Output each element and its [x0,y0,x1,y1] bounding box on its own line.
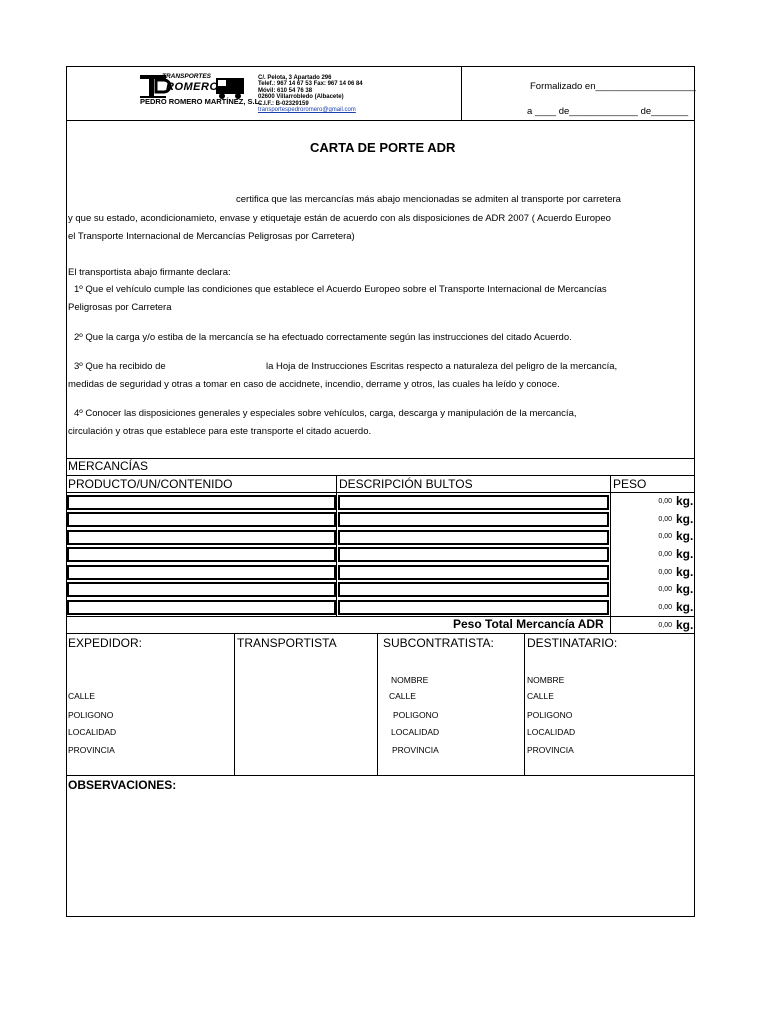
weight-value: 0,00 [658,604,672,611]
weight-unit: kg. [676,600,694,614]
company-line2: ROMERO [166,81,219,93]
destinatario-header: DESTINATARIO: [527,636,618,650]
company-fullname: PEDRO ROMERO MARTÍNEZ, S.L. [140,97,262,106]
col-desc-header: DESCRIPCIÓN BULTOS [339,477,473,491]
goods-divider [66,475,695,476]
product-input[interactable] [67,547,336,562]
goods-divider [66,492,695,493]
weight-unit: kg. [676,512,694,526]
weight-unit: kg. [676,494,694,508]
subcontratista-calle: CALLE [389,691,416,701]
address-line: 02600 Villarrobledo (Albacete) [258,94,344,101]
transportista-header: TRANSPORTISTA [237,636,337,650]
parties-table [66,633,695,776]
weight-value: 0,00 [658,516,672,523]
observaciones-label: OBSERVACIONES: [68,778,177,792]
declaration-title: El transportista abajo firmante declara: [68,267,231,278]
destinatario-nombre: NOMBRE [527,675,565,685]
address-line: C.I.F.: B-02329159 [258,100,309,107]
weight-value: 0,00 [658,551,672,558]
product-input[interactable] [67,495,336,510]
observaciones-box[interactable] [66,775,695,917]
col-product-header: PRODUCTO/UN/CONTENIDO [68,477,233,491]
product-input[interactable] [67,600,336,615]
weight-unit: kg. [676,582,694,596]
weight-value: 0,00 [658,569,672,576]
product-input[interactable] [67,530,336,545]
desc-input[interactable] [338,600,609,615]
expedidor-localidad: LOCALIDAD [68,727,117,737]
desc-input[interactable] [338,565,609,580]
address-line: C/. Pelota, 3 Apartado 296 [258,75,332,81]
subcontratista-provincia: PROVINCIA [392,745,439,755]
clause-1: 1º Que el vehículo cumple las condiciones que establece el Acuerdo Europeo sobre el Transporte Internacional de Mercancías [74,284,607,295]
desc-input[interactable] [338,547,609,562]
address-line: Telef.: 967 14 67 53 Fax: 967 14 06 84 [258,81,363,88]
desc-input[interactable] [338,582,609,597]
formalizado-field[interactable]: Formalizado en___________________ [530,81,696,92]
subcontratista-poligono: POLIGONO [393,710,439,720]
expedidor-calle: CALLE [68,691,95,701]
total-weight-value: 0,00 [658,622,672,629]
goods-section-label: MERCANCÍAS [68,459,149,473]
parties-col-divider [524,633,525,776]
desc-input[interactable] [338,495,609,510]
goods-col-divider [336,475,337,616]
desc-input[interactable] [338,512,609,527]
subcontratista-header: SUBCONTRATISTA: [383,636,494,650]
address-block [258,75,363,113]
weight-unit: kg. [676,529,694,543]
clause-1-cont: Peligrosas por Carretera [68,302,172,313]
header-divider [461,66,462,121]
subcontratista-localidad: LOCALIDAD [391,727,440,737]
destinatario-poligono: POLIGONO [527,710,573,720]
goods-col-divider [610,475,611,634]
destinatario-localidad: LOCALIDAD [527,727,576,737]
fecha-field[interactable]: a ____ de_____________ de_______ [527,106,689,117]
destinatario-calle: CALLE [527,691,554,701]
email-link[interactable]: transportespedroromero@gmail.com [258,107,356,114]
intro-line: certifica que las mercancías más abajo mencionadas se admiten al transporte por carretera [236,194,621,205]
page-title: CARTA DE PORTE ADR [310,140,456,155]
intro-line: y que su estado, acondicionamieto, envase y etiquetaje están de acuerdo con als disposiciones de ADR 2007 ( Acuerdo Europeo [68,213,611,224]
col-weight-header: PESO [613,477,647,491]
total-weight-unit: kg. [676,618,694,632]
product-input[interactable] [67,512,336,527]
intro-line: el Transporte Internacional de Mercancías Peligrosas por Carretera) [68,231,355,242]
expedidor-poligono: POLIGONO [68,710,114,720]
weight-unit: kg. [676,565,694,579]
destinatario-provincia: PROVINCIA [527,745,574,755]
parties-col-divider [234,633,235,776]
desc-input[interactable] [338,530,609,545]
weight-value: 0,00 [658,533,672,540]
expedidor-provincia: PROVINCIA [68,745,115,755]
company-line1: TRANSPORTES [162,73,211,80]
subcontratista-nombre: NOMBRE [391,675,429,685]
weight-value: 0,00 [658,586,672,593]
product-input[interactable] [67,582,336,597]
total-label: Peso Total Mercancía ADR [453,617,604,631]
clause-2: 2º Que la carga y/o estiba de la mercancía se ha efectuado correctamente según las instrucciones del citado Acuerdo. [74,332,572,343]
clause-4-cont: circulación y otras que establece para este transporte el citado acuerdo. [68,426,372,437]
address-line: Móvil: 610 54 76 38 [258,87,313,94]
clause-3-cont: medidas de seguridad y otras a tomar en caso de accidnete, incendio, derrame y otros, las cuales ha leído y conoce. [68,379,560,390]
expedidor-header: EXPEDIDOR: [68,636,143,650]
weight-value: 0,00 [658,498,672,505]
clause-3: 3º Que ha recibido de [74,361,166,372]
product-input[interactable] [67,565,336,580]
parties-col-divider [377,633,378,776]
weight-unit: kg. [676,547,694,561]
clause-3-b: la Hoja de Instrucciones Escritas respecto a naturaleza del peligro de la mercancía, [266,361,618,372]
clause-4: 4º Conocer las disposiciones generales y especiales sobre vehículos, carga, descarga y manipulación de la mercancía, [74,408,577,419]
